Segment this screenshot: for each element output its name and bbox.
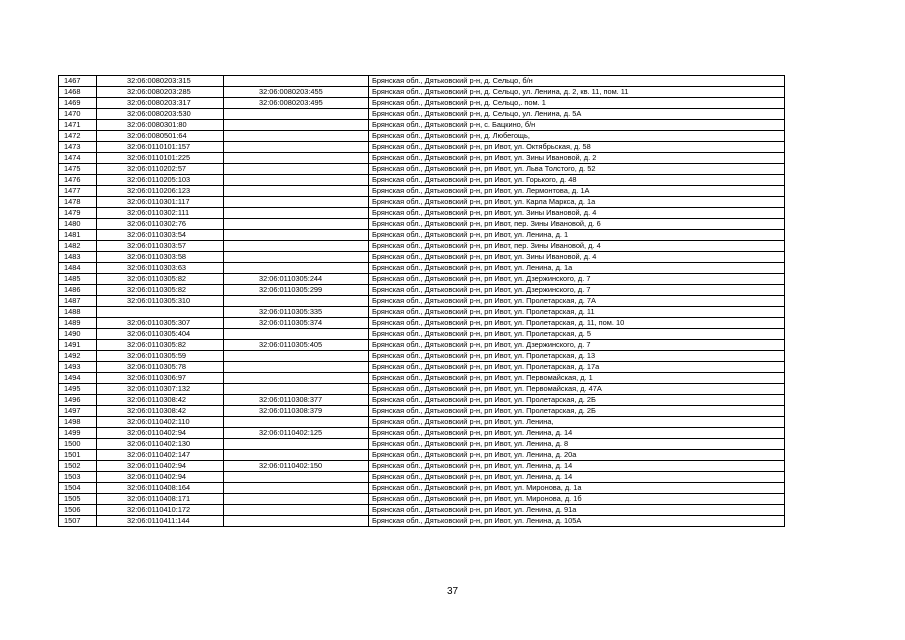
address-cell: Брянская обл., Дятьковский р-н, рп Ивот, ул. Пролетарская, д. 5 [369, 329, 785, 340]
cadastral-number-cell: 32:06:0110305:78 [97, 362, 224, 373]
cadastral-number-cell: 32:06:0110306:97 [97, 373, 224, 384]
cadastral-number-cell: 32:06:0110308:42 [97, 406, 224, 417]
table-row [59, 241, 785, 252]
cadastral-number-cell: 32:06:0110305:82 [97, 340, 224, 351]
table-row [59, 516, 785, 527]
related-cadastral-number-cell [224, 76, 369, 87]
table-row [59, 318, 785, 329]
address-cell: Брянская обл., Дятьковский р-н, рп Ивот, ул. Первомайская, д. 1 [369, 373, 785, 384]
cadastral-number-cell: 32:06:0080203:317 [97, 98, 224, 109]
table-row [59, 351, 785, 362]
row-number-cell: 1504 [59, 483, 97, 494]
table-row [59, 307, 785, 318]
table-row [59, 153, 785, 164]
related-cadastral-number-cell: 32:06:0080203:455 [224, 87, 369, 98]
address-cell: Брянская обл., Дятьковский р-н, д. Сельцо, ул. Ленина, д. 2, кв. 11, пом. 11 [369, 87, 785, 98]
table-row [59, 164, 785, 175]
cadastral-number-cell: 32:06:0080301:80 [97, 120, 224, 131]
row-number-cell: 1472 [59, 131, 97, 142]
address-cell: Брянская обл., Дятьковский р-н, д. Сельцо, ул. Ленина, д. 5А [369, 109, 785, 120]
row-number-cell: 1467 [59, 76, 97, 87]
related-cadastral-number-cell [224, 153, 369, 164]
related-cadastral-number-cell [224, 142, 369, 153]
row-number-cell: 1469 [59, 98, 97, 109]
row-number-cell: 1495 [59, 384, 97, 395]
cadastral-number-cell: 32:06:0110202:57 [97, 164, 224, 175]
table-row [59, 109, 785, 120]
cadastral-number-cell: 32:06:0110410:172 [97, 505, 224, 516]
address-cell: Брянская обл., Дятьковский р-н, рп Ивот, ул. Пролетарская, д. 13 [369, 351, 785, 362]
related-cadastral-number-cell [224, 296, 369, 307]
cadastral-number-cell: 32:06:0110303:58 [97, 252, 224, 263]
cadastral-number-cell: 32:06:0110408:164 [97, 483, 224, 494]
related-cadastral-number-cell: 32:06:0110305:244 [224, 274, 369, 285]
address-cell: Брянская обл., Дятьковский р-н, рп Ивот, ул. Пролетарская, д. 11, пом. 10 [369, 318, 785, 329]
table-row [59, 329, 785, 340]
table-row [59, 472, 785, 483]
row-number-cell: 1500 [59, 439, 97, 450]
row-number-cell: 1471 [59, 120, 97, 131]
address-cell: Брянская обл., Дятьковский р-н, рп Ивот, ул. Пролетарская, д. 7А [369, 296, 785, 307]
address-cell: Брянская обл., Дятьковский р-н, рп Ивот, ул. Ленина, [369, 417, 785, 428]
cadastral-number-cell: 32:06:0110305:59 [97, 351, 224, 362]
cadastral-number-cell [97, 307, 224, 318]
row-number-cell: 1479 [59, 208, 97, 219]
address-cell: Брянская обл., Дятьковский р-н, рп Ивот, ул. Горького, д. 48 [369, 175, 785, 186]
address-cell: Брянская обл., Дятьковский р-н, рп Ивот, пер. Зины Ивановой, д. 6 [369, 219, 785, 230]
address-cell: Брянская обл., Дятьковский р-н, д. Сельцо, б/н [369, 76, 785, 87]
related-cadastral-number-cell [224, 131, 369, 142]
address-cell: Брянская обл., Дятьковский р-н, рп Ивот, ул. Миронова, д. 1а [369, 483, 785, 494]
cadastral-number-cell: 32:06:0110411:144 [97, 516, 224, 527]
table-row [59, 263, 785, 274]
table-row [59, 98, 785, 109]
row-number-cell: 1478 [59, 197, 97, 208]
table-row [59, 252, 785, 263]
row-number-cell: 1476 [59, 175, 97, 186]
table-row [59, 483, 785, 494]
cadastral-number-cell: 32:06:0110101:157 [97, 142, 224, 153]
table-row [59, 439, 785, 450]
related-cadastral-number-cell: 32:06:0110308:377 [224, 395, 369, 406]
related-cadastral-number-cell [224, 351, 369, 362]
row-number-cell: 1481 [59, 230, 97, 241]
address-cell: Брянская обл., Дятьковский р-н, рп Ивот, ул. Ленина, д. 91а [369, 505, 785, 516]
address-cell: Брянская обл., Дятьковский р-н, рп Ивот, ул. Пролетарская, д. 2Б [369, 395, 785, 406]
table-row [59, 494, 785, 505]
cadastral-number-cell: 32:06:0110402:94 [97, 461, 224, 472]
table-row [59, 142, 785, 153]
address-cell: Брянская обл., Дятьковский р-н, рп Ивот, ул. Ленина, д. 14 [369, 461, 785, 472]
related-cadastral-number-cell [224, 175, 369, 186]
table-row [59, 417, 785, 428]
address-cell: Брянская обл., Дятьковский р-н, рп Ивот, ул. Дзержинского, д. 7 [369, 285, 785, 296]
address-cell: Брянская обл., Дятьковский р-н, рп Ивот, ул. Миронова, д. 1б [369, 494, 785, 505]
row-number-cell: 1484 [59, 263, 97, 274]
cadastral-number-cell: 32:06:0110308:42 [97, 395, 224, 406]
row-number-cell: 1496 [59, 395, 97, 406]
row-number-cell: 1489 [59, 318, 97, 329]
cadastral-number-cell: 32:06:0110101:225 [97, 153, 224, 164]
related-cadastral-number-cell [224, 505, 369, 516]
row-number-cell: 1477 [59, 186, 97, 197]
address-cell: Брянская обл., Дятьковский р-н, рп Ивот, ул. Карла Маркса, д. 1а [369, 197, 785, 208]
related-cadastral-number-cell [224, 120, 369, 131]
row-number-cell: 1480 [59, 219, 97, 230]
cadastral-number-cell: 32:06:0110408:171 [97, 494, 224, 505]
related-cadastral-number-cell: 32:06:0110308:379 [224, 406, 369, 417]
address-cell: Брянская обл., Дятьковский р-н, рп Ивот, ул. Зины Ивановой, д. 4 [369, 252, 785, 263]
table-row [59, 296, 785, 307]
table-row [59, 197, 785, 208]
cadastral-number-cell: 32:06:0110305:404 [97, 329, 224, 340]
row-number-cell: 1502 [59, 461, 97, 472]
row-number-cell: 1486 [59, 285, 97, 296]
row-number-cell: 1494 [59, 373, 97, 384]
row-number-cell: 1506 [59, 505, 97, 516]
table-row [59, 175, 785, 186]
related-cadastral-number-cell: 32:06:0110305:299 [224, 285, 369, 296]
related-cadastral-number-cell [224, 219, 369, 230]
row-number-cell: 1505 [59, 494, 97, 505]
row-number-cell: 1485 [59, 274, 97, 285]
table-row [59, 76, 785, 87]
related-cadastral-number-cell [224, 329, 369, 340]
row-number-cell: 1473 [59, 142, 97, 153]
related-cadastral-number-cell: 32:06:0110305:374 [224, 318, 369, 329]
table-row [59, 120, 785, 131]
address-cell: Брянская обл., Дятьковский р-н, рп Ивот, ул. Ленина, д. 20а [369, 450, 785, 461]
table-row [59, 87, 785, 98]
table-row [59, 505, 785, 516]
cadastral-number-cell: 32:06:0110302:76 [97, 219, 224, 230]
cadastral-number-cell: 32:06:0080501:64 [97, 131, 224, 142]
related-cadastral-number-cell [224, 230, 369, 241]
address-cell: Брянская обл., Дятьковский р-н, с. Бацкино, б/н [369, 120, 785, 131]
table-row [59, 186, 785, 197]
page-number: 37 [446, 586, 459, 597]
row-number-cell: 1468 [59, 87, 97, 98]
related-cadastral-number-cell [224, 516, 369, 527]
address-cell: Брянская обл., Дятьковский р-н, рп Ивот, ул. Первомайская, д. 47А [369, 384, 785, 395]
address-cell: Брянская обл., Дятьковский р-н, рп Ивот, ул. Ленина, д. 105А [369, 516, 785, 527]
cadastral-number-cell: 32:06:0080203:285 [97, 87, 224, 98]
row-number-cell: 1490 [59, 329, 97, 340]
row-number-cell: 1470 [59, 109, 97, 120]
related-cadastral-number-cell [224, 241, 369, 252]
address-cell: Брянская обл., Дятьковский р-н, рп Ивот, ул. Зины Ивановой, д. 2 [369, 153, 785, 164]
table-row [59, 274, 785, 285]
table-body [59, 76, 785, 527]
related-cadastral-number-cell: 32:06:0110305:405 [224, 340, 369, 351]
related-cadastral-number-cell: 32:06:0110305:335 [224, 307, 369, 318]
related-cadastral-number-cell [224, 208, 369, 219]
address-cell: Брянская обл., Дятьковский р-н, рп Ивот, ул. Зины Ивановой, д. 4 [369, 208, 785, 219]
related-cadastral-number-cell [224, 450, 369, 461]
table-row [59, 362, 785, 373]
related-cadastral-number-cell: 32:06:0080203:495 [224, 98, 369, 109]
row-number-cell: 1491 [59, 340, 97, 351]
related-cadastral-number-cell [224, 263, 369, 274]
cadastral-number-cell: 32:06:0110303:54 [97, 230, 224, 241]
row-number-cell: 1503 [59, 472, 97, 483]
cadastral-number-cell: 32:06:0080203:315 [97, 76, 224, 87]
row-number-cell: 1498 [59, 417, 97, 428]
address-cell: Брянская обл., Дятьковский р-н, рп Ивот, пер. Зины Ивановой, д. 4 [369, 241, 785, 252]
related-cadastral-number-cell [224, 109, 369, 120]
address-cell: Брянская обл., Дятьковский р-н, рп Ивот, ул. Ленина, д. 8 [369, 439, 785, 450]
cadastral-number-cell: 32:06:0110305:82 [97, 274, 224, 285]
related-cadastral-number-cell [224, 186, 369, 197]
related-cadastral-number-cell [224, 494, 369, 505]
cadastral-number-cell: 32:06:0110206:123 [97, 186, 224, 197]
related-cadastral-number-cell [224, 252, 369, 263]
row-number-cell: 1501 [59, 450, 97, 461]
table-row [59, 131, 785, 142]
address-cell: Брянская обл., Дятьковский р-н, д. Любегощь, [369, 131, 785, 142]
row-number-cell: 1493 [59, 362, 97, 373]
row-number-cell: 1499 [59, 428, 97, 439]
address-cell: Брянская обл., Дятьковский р-н, рп Ивот, ул. Октябрьская, д. 58 [369, 142, 785, 153]
table-row [59, 208, 785, 219]
row-number-cell: 1482 [59, 241, 97, 252]
cadastral-number-cell: 32:06:0110303:63 [97, 263, 224, 274]
address-cell: Брянская обл., Дятьковский р-н, рп Ивот, ул. Ленина, д. 1а [369, 263, 785, 274]
cadastral-number-cell: 32:06:0110305:82 [97, 285, 224, 296]
related-cadastral-number-cell [224, 439, 369, 450]
address-cell: Брянская обл., Дятьковский р-н, рп Ивот, ул. Ленина, д. 14 [369, 472, 785, 483]
related-cadastral-number-cell [224, 373, 369, 384]
cadastral-number-cell: 32:06:0110305:307 [97, 318, 224, 329]
cadastral-number-cell: 32:06:0110402:94 [97, 472, 224, 483]
row-number-cell: 1497 [59, 406, 97, 417]
address-cell: Брянская обл., Дятьковский р-н, рп Ивот, ул. Лермонтова, д. 1А [369, 186, 785, 197]
related-cadastral-number-cell [224, 417, 369, 428]
cadastral-number-cell: 32:06:0110402:130 [97, 439, 224, 450]
cadastral-number-cell: 32:06:0110205:103 [97, 175, 224, 186]
cadastral-number-cell: 32:06:0110402:110 [97, 417, 224, 428]
related-cadastral-number-cell: 32:06:0110402:125 [224, 428, 369, 439]
table-row [59, 285, 785, 296]
address-cell: Брянская обл., Дятьковский р-н, рп Ивот, ул. Пролетарская, д. 2Б [369, 406, 785, 417]
cadastral-table [58, 75, 785, 527]
row-number-cell: 1475 [59, 164, 97, 175]
table-row [59, 373, 785, 384]
address-cell: Брянская обл., Дятьковский р-н, рп Ивот, ул. Ленина, д. 14 [369, 428, 785, 439]
related-cadastral-number-cell [224, 384, 369, 395]
table-row [59, 395, 785, 406]
related-cadastral-number-cell [224, 472, 369, 483]
table-row [59, 384, 785, 395]
cadastral-number-cell: 32:06:0110303:57 [97, 241, 224, 252]
table-row [59, 406, 785, 417]
address-cell: Брянская обл., Дятьковский р-н, рп Ивот, ул. Льва Толстого, д. 52 [369, 164, 785, 175]
address-cell: Брянская обл., Дятьковский р-н, д. Сельцо,. пом. 1 [369, 98, 785, 109]
table-row [59, 428, 785, 439]
row-number-cell: 1483 [59, 252, 97, 263]
address-cell: Брянская обл., Дятьковский р-н, рп Ивот, ул. Ленина, д. 1 [369, 230, 785, 241]
related-cadastral-number-cell: 32:06:0110402:150 [224, 461, 369, 472]
related-cadastral-number-cell [224, 362, 369, 373]
table-row [59, 219, 785, 230]
table-row [59, 340, 785, 351]
cadastral-number-cell: 32:06:0080203:530 [97, 109, 224, 120]
related-cadastral-number-cell [224, 483, 369, 494]
table-row [59, 450, 785, 461]
cadastral-number-cell: 32:06:0110305:310 [97, 296, 224, 307]
cadastral-number-cell: 32:06:0110302:111 [97, 208, 224, 219]
row-number-cell: 1474 [59, 153, 97, 164]
row-number-cell: 1487 [59, 296, 97, 307]
table-row [59, 230, 785, 241]
cadastral-number-cell: 32:06:0110301:117 [97, 197, 224, 208]
row-number-cell: 1488 [59, 307, 97, 318]
row-number-cell: 1507 [59, 516, 97, 527]
address-cell: Брянская обл., Дятьковский р-н, рп Ивот, ул. Дзержинского, д. 7 [369, 274, 785, 285]
table-row [59, 461, 785, 472]
address-cell: Брянская обл., Дятьковский р-н, рп Ивот, ул. Пролетарская, д. 17а [369, 362, 785, 373]
related-cadastral-number-cell [224, 197, 369, 208]
cadastral-number-cell: 32:06:0110307:132 [97, 384, 224, 395]
cadastral-number-cell: 32:06:0110402:147 [97, 450, 224, 461]
address-cell: Брянская обл., Дятьковский р-н, рп Ивот, ул. Дзержинского, д. 7 [369, 340, 785, 351]
cadastral-number-cell: 32:06:0110402:94 [97, 428, 224, 439]
address-cell: Брянская обл., Дятьковский р-н, рп Ивот, ул. Пролетарская, д. 11 [369, 307, 785, 318]
related-cadastral-number-cell [224, 164, 369, 175]
row-number-cell: 1492 [59, 351, 97, 362]
